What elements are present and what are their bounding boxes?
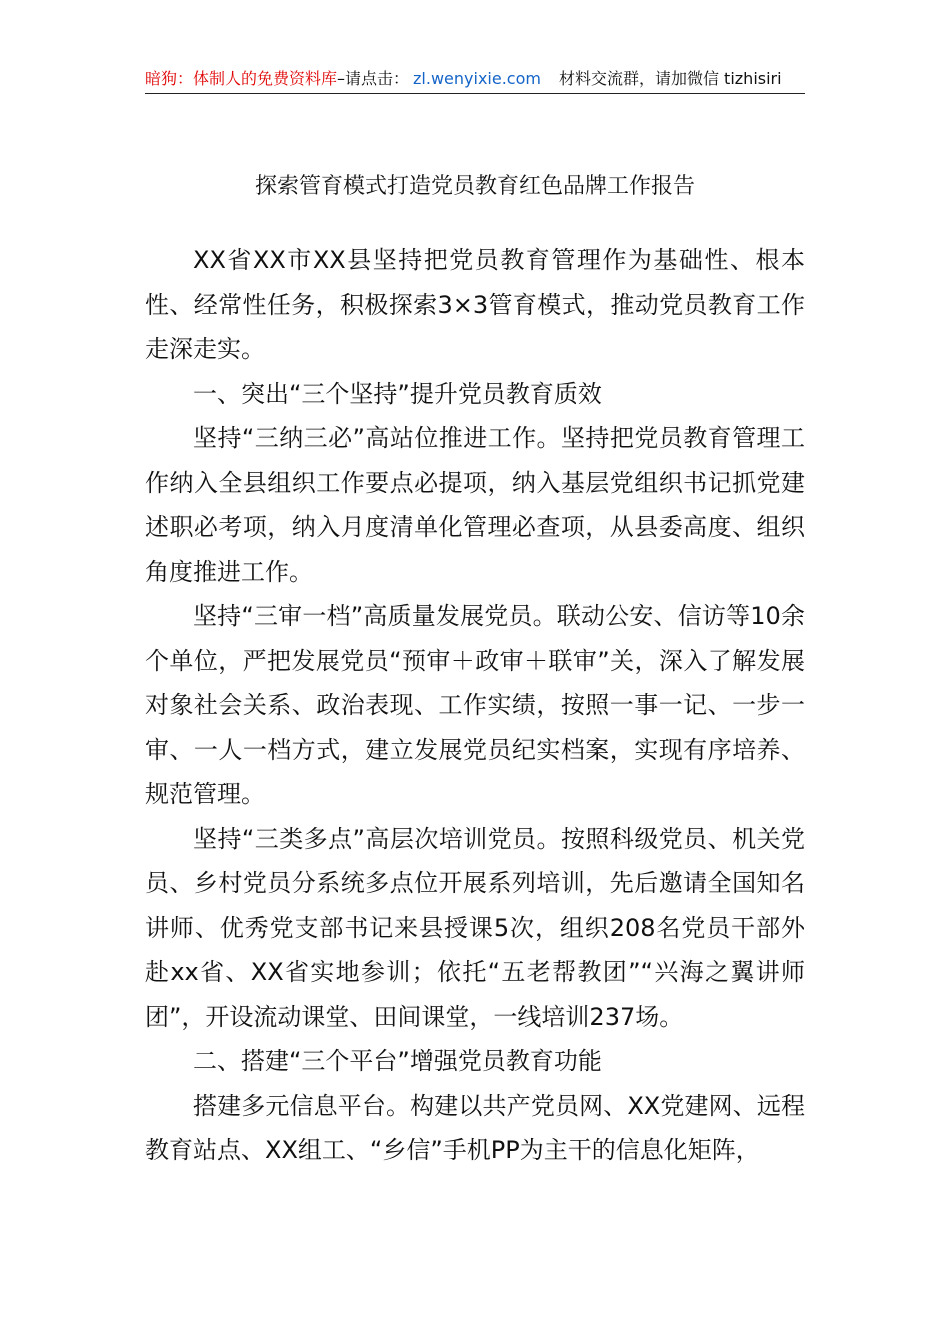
header-link[interactable]: zl.wenyixie.com (413, 69, 541, 88)
document-title: 探索管育模式打造党员教育红色品牌工作报告 (254, 174, 695, 199)
paragraph: 坚持“三类多点”高层次培训党员。按照科级党员、机关党员、乡村党员分系统多点位开展系列培训，先后邀请全国知名讲师、优秀党支部书记来县授课5次，组织208名党员干部外赴xx省、XX省实地参训；依托“五老帮教团”“兴海之翼讲师团”，开设流动课堂、田间课堂，一线培训237场。 (145, 824, 805, 1031)
section-heading-2: 二、搭建“三个平台”增强党员教育功能 (193, 1047, 602, 1075)
paragraph: 坚持“三纳三必”高站位推进工作。坚持把党员教育管理工作纳入全县组织工作要点必提项，纳入基层党组织书记抓党建述职必考项，纳入月度清单化管理必查项，从县委高度、组织角度推进工作。 (145, 424, 805, 586)
paragraph-intro: XX省XX市XX县坚持把党员教育管理作为基础性、根本性、经常性任务，积极探索3×3管育模式，推动党员教育工作走深走实。 (145, 246, 805, 363)
paragraph: 搭建多元信息平台。构建以共产党员网、XX党建网、远程教育站点、XX组工、“乡信”手机PP为主干的信息化矩阵， (145, 1091, 805, 1164)
document-body (145, 238, 805, 1173)
page-header (145, 66, 805, 94)
paragraph: 坚持“三审一档”高质量发展党员。联动公安、信访等10余个单位，严把发展党员“预审＋政审＋联审”关，深入了解发展对象社会关系、政治表现、工作实绩，按照一事一记、一步一审、一人一档方式，建立发展党员纪实档案，实现有序培养、规范管理。 (145, 602, 805, 808)
header-prompt: –请点击： (337, 69, 410, 88)
section-heading-1: 一、突出“三个坚持”提升党员教育质效 (193, 379, 602, 408)
header-divider (145, 93, 805, 94)
header-brand: 暗狗：体制人的免费资料库 (145, 69, 338, 88)
header-wechat-note: 材料交流群，请加微信 tizhisiri (558, 69, 782, 88)
